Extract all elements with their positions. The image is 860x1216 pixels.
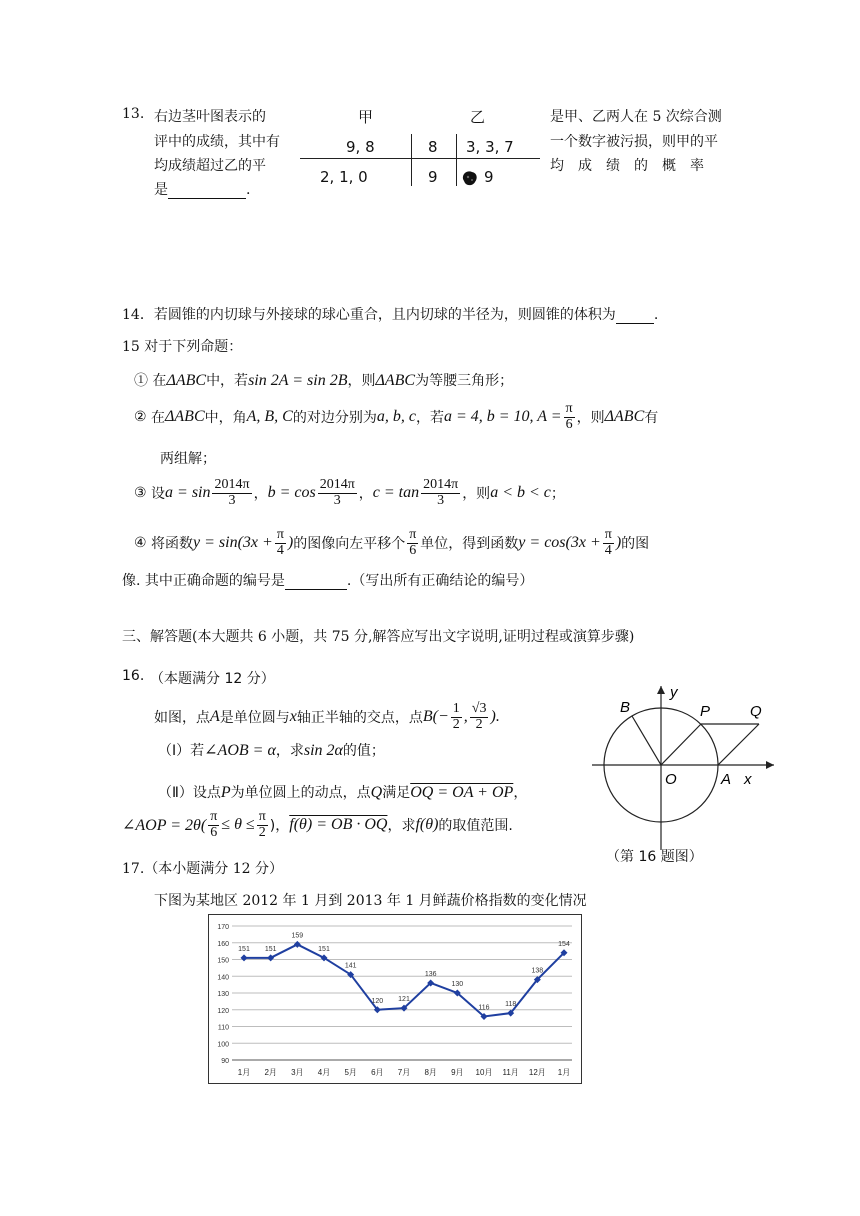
q16-point-q: Q (370, 784, 383, 801)
item-3-sep-2: ， (358, 486, 373, 503)
q16-score: （本题满分 12 分） (150, 671, 275, 687)
item-2-text-f: 有 (644, 410, 659, 427)
q15-item-2-cont: 两组解； (160, 451, 216, 467)
q15-item-1 (134, 370, 513, 390)
q16-f-theta: f(θ) (415, 816, 439, 834)
data-label: 136 (424, 970, 437, 978)
data-label: 130 (451, 981, 464, 988)
item-3-text-a: 设 (151, 486, 166, 503)
data-label: 118 (505, 1001, 517, 1009)
item-2-angles: A, B, C (246, 408, 293, 426)
stem-leaf-header-yi: 乙 (470, 108, 486, 126)
q14-end: . (653, 307, 659, 323)
q13-answer-blank[interactable] (168, 184, 246, 199)
q16-part-1-c: 的值； (342, 743, 385, 759)
q16-fraction-pi6: $\frac{\pi}{6}$ (210, 809, 218, 840)
chart-frame (209, 915, 582, 1084)
q14-text: 14．若圆锥的内切球与外接球的球心重合，且内切球的半径为，则圆锥的体积为 (122, 307, 616, 323)
stem-leaf-row2-left: 2, 1, 0 (320, 168, 368, 186)
fig-label-x: x (744, 771, 752, 788)
item-3-inequality: a < b < c (490, 484, 551, 502)
x-tick-label: 6月 (371, 1068, 384, 1077)
item-4-function-1: y = sin(3x + (193, 534, 273, 552)
item-2-triangle: ΔABC (165, 408, 205, 426)
q15-answer-blank[interactable] (285, 575, 347, 590)
q16-text-1a: 如图，点 (154, 710, 210, 727)
q16-part-2-b: 为单位圆上的动点，点 (230, 785, 371, 801)
item-4-close-1: ) (287, 534, 294, 552)
x-tick-label: 3月 (291, 1068, 304, 1077)
q16-figure-caption: （第 16 题图） (606, 849, 703, 865)
y-tick-label: 110 (217, 1024, 229, 1032)
q16-part-1-b: ，求 (275, 743, 304, 759)
fig-label-b: B (620, 699, 631, 716)
item-1-text-a: 在 (152, 373, 167, 389)
item-3-fraction-c: $\frac{2014\pi}{3}$ (423, 477, 459, 508)
q16-text-4c: ，求 (387, 818, 416, 835)
section-3-heading: 三、解答题(本大题共 6 小题，共 75 分,解答应写出文字说明,证明过程或演算步骤) (122, 629, 635, 645)
data-label: 138 (531, 967, 544, 975)
item-4-text-d: 的图 (621, 536, 650, 553)
stem-leaf-row1-right: 3, 3, 7 (466, 138, 514, 156)
q17-number: 17. (122, 861, 145, 877)
stem-leaf-row1-stem: 8 (428, 138, 438, 156)
item-3-fraction-b: $\frac{2014\pi}{3}$ (319, 477, 355, 508)
item-1-triangle: ΔABC (166, 372, 207, 389)
item-2-text-c: 的对边分别为 (292, 410, 377, 427)
q16-text-4d: 的取值范围. (438, 818, 513, 835)
item-1-text-b: 中，若 (206, 373, 249, 389)
stem-leaf-plot (300, 100, 540, 196)
q16-part-1 (158, 740, 385, 760)
q16-part-2-a: （Ⅱ）设点 (158, 785, 221, 801)
stem-leaf-row1-left: 9, 8 (346, 138, 375, 156)
q13-left-line-3: 均成绩超过乙的平 (154, 158, 266, 174)
item-2-sides: a, b, c (376, 408, 416, 426)
item-3-b-value: b = cos (267, 484, 316, 502)
segment-ob (632, 716, 661, 765)
item-2-condition: a = 4, b = 10, A = (443, 408, 562, 426)
x-tick-label: 11月 (502, 1068, 519, 1077)
item-3-end: ； (550, 486, 565, 503)
segment-op (661, 724, 701, 765)
y-tick-label: 130 (217, 991, 229, 998)
y-tick-label: 90 (221, 1058, 229, 1065)
x-tick-label: 1月 (237, 1068, 251, 1077)
q15-item-4 (134, 528, 649, 558)
q16-text-4b: )， (269, 818, 290, 835)
x-tick-label: 1月 (557, 1068, 571, 1077)
q16-inequality: ≤ θ ≤ (221, 816, 255, 834)
q16-part-2 (158, 782, 527, 802)
y-tick-label: 100 (217, 1041, 229, 1049)
item-4-marker: ④ (134, 535, 147, 552)
q13-left-end: . (246, 182, 251, 198)
q16-function-def: f(θ) = OB · OQ (289, 816, 388, 834)
q16-part-1-equation: ∠AOB = α (204, 742, 276, 759)
q15-tail-b: .（写出所有正确结论的编号） (346, 573, 534, 589)
item-2-text-e: ，则 (576, 410, 605, 427)
x-tick-label: 10月 (475, 1068, 493, 1077)
stem-leaf-row2-right: 9 (484, 168, 494, 186)
q16-vector-equation: OQ = OA + OP (410, 784, 514, 801)
x-tick-label: 5月 (344, 1068, 357, 1077)
y-tick-label: 170 (217, 924, 229, 931)
item-1-text-d: 为等腰三角形； (415, 373, 514, 389)
y-axis-arrow-icon (657, 686, 665, 694)
stem-leaf-header-jia: 甲 (358, 108, 374, 126)
q13-right-line-1: 是甲、乙两人在 5 次综合测 (550, 109, 722, 125)
smudge-icon (460, 168, 480, 188)
q16-part-2-d: ， (513, 785, 528, 801)
q17-header (122, 858, 283, 878)
q16-number: 16. (122, 668, 145, 684)
q16-text-1b: 是单位圆与 (219, 710, 290, 727)
data-label: 141 (344, 962, 357, 970)
q16-fraction-half: $\frac{1}{2}$ (452, 701, 460, 732)
item-4-fraction-shift: $\frac{\pi}{6}$ (409, 527, 417, 558)
item-1-triangle-2: ΔABC (375, 372, 416, 389)
stem-leaf-vline-right (456, 134, 457, 186)
data-label: 116 (478, 1004, 490, 1012)
y-tick-label: 150 (217, 957, 229, 965)
data-label: 151 (264, 945, 277, 953)
data-label: 151 (318, 945, 330, 953)
y-tick-label: 140 (217, 974, 229, 982)
item-3-a-value: a = sin (165, 484, 211, 502)
item-1-marker: ① (134, 373, 148, 389)
q15-item-3 (134, 478, 565, 508)
q17-description: 下图为某地区 2012 年 1 月到 2013 年 1 月鲜蔬价格指数的变化情况 (154, 893, 587, 909)
item-2-text-d: ，若 (415, 410, 444, 427)
fig-label-q: Q (750, 703, 762, 720)
q16-angle-aop: ∠AOP = 2θ( (122, 817, 207, 835)
item-4-close-2: ) (615, 534, 622, 552)
item-2-fraction: $\frac{\pi}{6}$ (565, 401, 573, 432)
x-tick-label: 9月 (451, 1068, 464, 1077)
x-tick-label: 4月 (317, 1068, 331, 1077)
data-label: 120 (371, 997, 384, 1005)
item-4-text-a: 将函数 (151, 536, 194, 553)
q16-part-1-a: （Ⅰ）若 (158, 743, 205, 759)
q16-line-4 (122, 810, 513, 840)
fig-label-a: A (721, 771, 732, 788)
item-2-triangle-2: ΔABC (604, 408, 645, 426)
x-tick-label: 12月 (528, 1068, 546, 1077)
y-tick-label: 120 (217, 1007, 229, 1015)
q17-score: （本小题满分 12 分） (144, 861, 283, 877)
stem-leaf-hline (300, 158, 540, 159)
chart-y-ticks (217, 924, 229, 1065)
fig-label-p: P (700, 703, 711, 720)
item-4-text-b: 的图像向左平移个 (293, 536, 406, 553)
q16-fraction-pi2: $\frac{\pi}{2}$ (258, 809, 266, 840)
q13-answer-line (154, 179, 250, 199)
q16-line-1 (154, 702, 500, 732)
segment-qa (718, 724, 759, 765)
fig-label-y: y (670, 684, 678, 701)
item-4-fraction-2: $\frac{\pi}{4}$ (604, 527, 612, 558)
data-label: 151 (238, 945, 250, 953)
stem-leaf-vline-left (411, 134, 412, 186)
x-axis-arrow-icon (766, 761, 774, 769)
unit-circle-figure (590, 682, 790, 852)
item-4-text-c: 单位，得到函数 (420, 536, 519, 553)
q15-item-2 (134, 402, 658, 432)
item-4-function-2: y = cos(3x + (518, 534, 601, 552)
stem-leaf-row2-stem: 9 (428, 168, 438, 186)
item-2-marker: ② (134, 409, 147, 426)
x-tick-label: 8月 (424, 1068, 437, 1077)
q16-part-2-c: 满足 (382, 785, 411, 801)
item-2-text-a: 在 (151, 410, 166, 427)
q16-point-b: B(− (422, 708, 449, 726)
item-3-fraction-a: $\frac{2014\pi}{3}$ (214, 477, 250, 508)
x-tick-label: 2月 (264, 1068, 277, 1077)
q16-comma: , (463, 708, 468, 726)
q16-text-1c: 轴正半轴的交点，点 (296, 710, 423, 727)
data-label: 154 (558, 940, 570, 948)
q14-line (122, 304, 658, 324)
item-2-text-b: 中，角 (204, 410, 247, 427)
q13-number: 13. (122, 106, 145, 122)
item-1-equation: sin 2A = sin 2B (248, 372, 348, 389)
q16-close: ). (490, 708, 500, 726)
q16-part-1-expr: sin 2α (303, 742, 343, 759)
q13-left-line-4: 是 (154, 182, 168, 198)
q13-left-line-2: 评中的成绩，其中有 (154, 134, 280, 150)
y-tick-label: 160 (217, 940, 229, 948)
q15-tail-a: 像. 其中正确命题的编号是 (122, 573, 285, 589)
price-index-chart (208, 914, 582, 1084)
data-label: 121 (398, 996, 410, 1004)
item-3-text-then: ，则 (462, 486, 491, 503)
q15-tail (122, 570, 533, 590)
item-1-text-c: ，则 (347, 373, 376, 389)
q15-title: 15 对于下列命题： (122, 339, 243, 355)
item-3-sep-1: ， (253, 486, 268, 503)
data-label: 159 (291, 932, 304, 940)
fig-label-o: O (665, 771, 677, 788)
q14-answer-blank[interactable] (616, 309, 654, 324)
q16-point-a: A (210, 708, 220, 726)
q13-left-line-1: 右边茎叶图表示的 (154, 109, 266, 125)
item-3-c-value: c = tan (372, 484, 420, 502)
item-3-marker: ③ (134, 485, 147, 502)
q16-point-p: P (220, 784, 231, 801)
x-tick-label: 7月 (397, 1068, 411, 1077)
q13-right-line-3: 均 成 绩 的 概 率 (550, 158, 704, 174)
q13-right-line-2: 一个数字被污损，则甲的平 (550, 134, 718, 150)
q16-x-axis: x (289, 708, 297, 726)
q16-fraction-sqrt3: $\frac{√3}{2}$ (471, 701, 487, 732)
item-4-fraction-1: $\frac{\pi}{4}$ (276, 527, 284, 558)
